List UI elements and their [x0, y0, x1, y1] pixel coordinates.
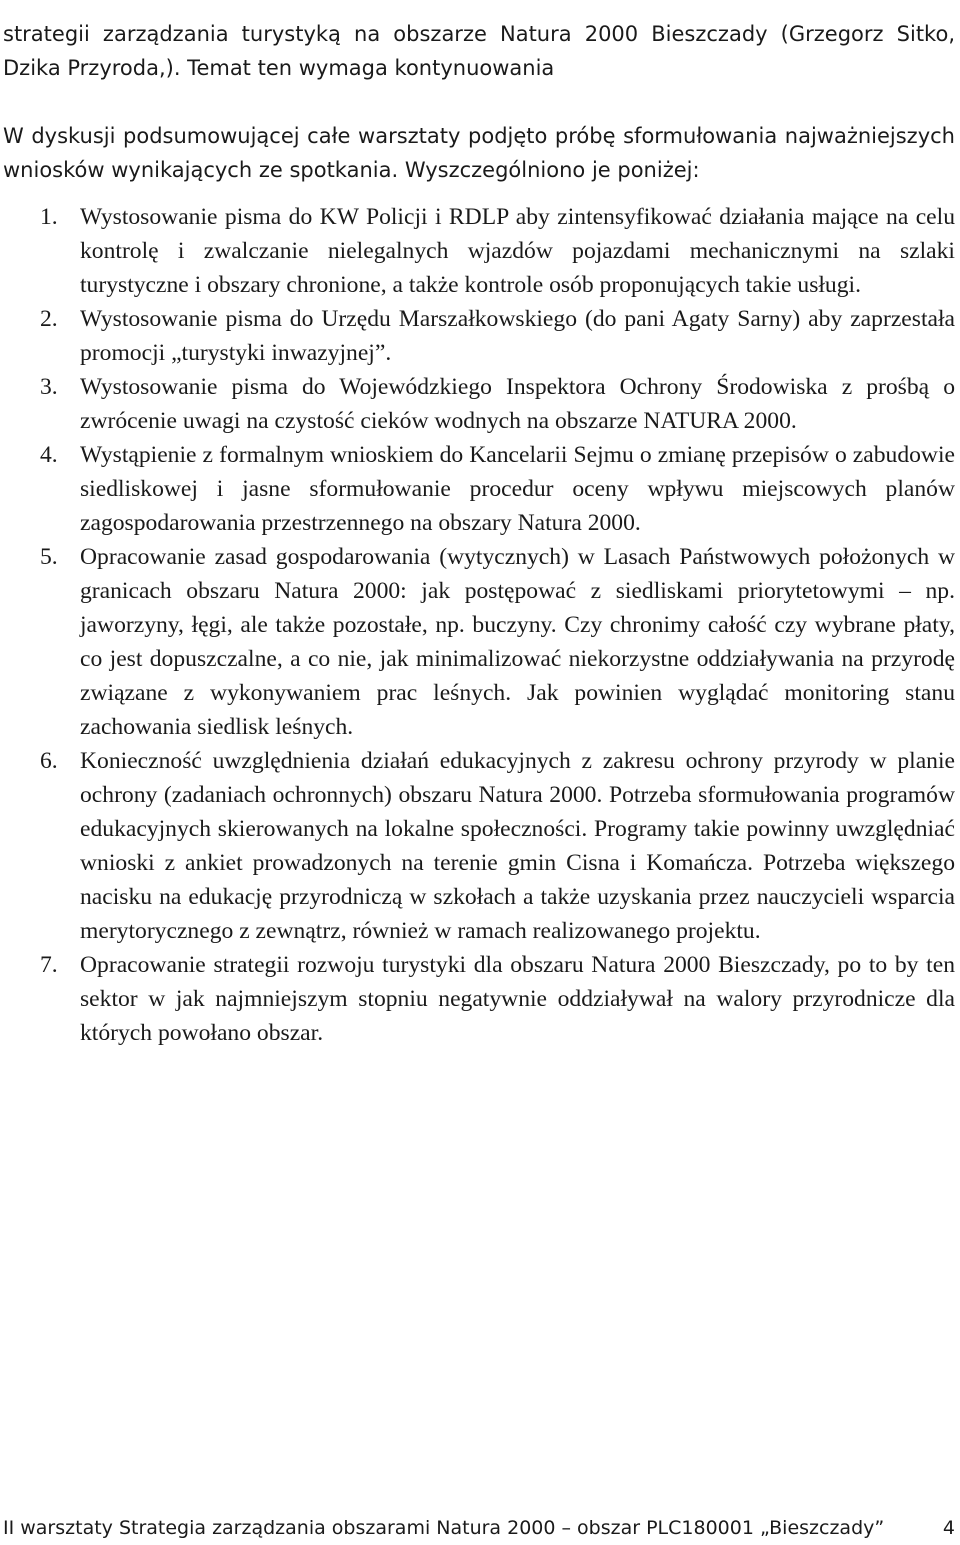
- intro-paragraph: W dyskusji podsumowującej całe warsztaty podjęto próbę sformułowania najważniejszych wniosków wynikających ze spotkania. Wyszczególniono je poniżej:: [3, 124, 955, 182]
- list-item-3: [0, 370, 955, 438]
- list-item-7: [0, 948, 955, 1050]
- list-item-number: 6.: [40, 748, 58, 774]
- page-footer: [3, 1514, 955, 1542]
- page-number: 4: [942, 1517, 955, 1539]
- list-item-text: Wystosowanie pisma do KW Policji i RDLP aby zintensyfikować działania mające na celu kontrolę i zwalczanie nielegalnych wjazdów pojazdami mechanicznymi na szlaki turystyczne i obszary chronione, a także kontrole osób proponujących takie usługi.: [80, 204, 955, 298]
- list-item-number: 2.: [40, 306, 58, 332]
- list-item-5: [0, 540, 955, 744]
- list-item-number: 3.: [40, 374, 58, 400]
- list-item-text: Konieczność uwzględnienia działań edukacyjnych z zakresu ochrony przyrody w planie ochrony (zadaniach ochronnych) obszaru Natura 2000. Potrzeba sformułowania programów edukacyjnych skierowanych na lokalne społeczności. Programy takie powinny uwzględniać wnioski z ankiet prowadzonych na terenie gmin Cisna i Komańcza. Potrzeba większego nacisku na edukację przyrodniczą w szkołach a także uzyskania przez nauczycieli wsparcia merytorycznego z zewnątrz, również w ramach realizowanego projektu.: [80, 748, 955, 944]
- footer-title: II warsztaty Strategia zarządzania obszarami Natura 2000 – obszar PLC180001 „Bieszczady”: [3, 1517, 885, 1539]
- list-item-number: 4.: [40, 442, 58, 468]
- conclusions-list: [0, 200, 955, 1050]
- list-item-number: 1.: [40, 204, 58, 230]
- list-item-number: 7.: [40, 952, 58, 978]
- list-item-text: Wystosowanie pisma do Wojewódzkiego Inspektora Ochrony Środowiska z prośbą o zwrócenie uwagi na czystość cieków wodnych na obszarze NATURA 2000.: [80, 374, 955, 434]
- list-item-1: [0, 200, 955, 302]
- list-item-text: Wystąpienie z formalnym wnioskiem do Kancelarii Sejmu o zmianę przepisów o zabudowie siedliskowej i jasne sformułowanie procedur oceny wpływu miejscowych planów zagospodarowania przestrzennego na obszary Natura 2000.: [80, 442, 955, 536]
- list-item-text: Wystosowanie pisma do Urzędu Marszałkowskiego (do pani Agaty Sarny) aby zaprzestała promocji „turystyki inwazyjnej”.: [80, 306, 955, 366]
- top-paragraph: strategii zarządzania turystyką na obszarze Natura 2000 Bieszczady (Grzegorz Sitko, Dzika Przyroda,). Temat ten wymaga kontynuowania: [3, 22, 955, 80]
- list-item-2: [0, 302, 955, 370]
- list-item-6: [0, 744, 955, 948]
- list-item-4: [0, 438, 955, 540]
- list-item-number: 5.: [40, 544, 58, 570]
- list-item-text: Opracowanie strategii rozwoju turystyki dla obszaru Natura 2000 Bieszczady, po to by ten sektor w jak najmniejszym stopniu negatywnie oddziaływał na walory przyrodnicze dla których powołano obszar.: [80, 952, 955, 1046]
- list-item-text: Opracowanie zasad gospodarowania (wytycznych) w Lasach Państwowych położonych w granicach obszaru Natura 2000: jak postępować z siedliskami priorytetowymi – np. jaworzyny, łęgi, ale także pozostałe, np. buczyny. Czy chronimy całość czy wybrane płaty, co jest dopuszczalne, a co nie, jak minimalizować niekorzystne oddziaływania na przyrodę związane z wykonywaniem prac leśnych. Jak powinien wyglądać monitoring stanu zachowania siedlisk leśnych.: [80, 544, 955, 740]
